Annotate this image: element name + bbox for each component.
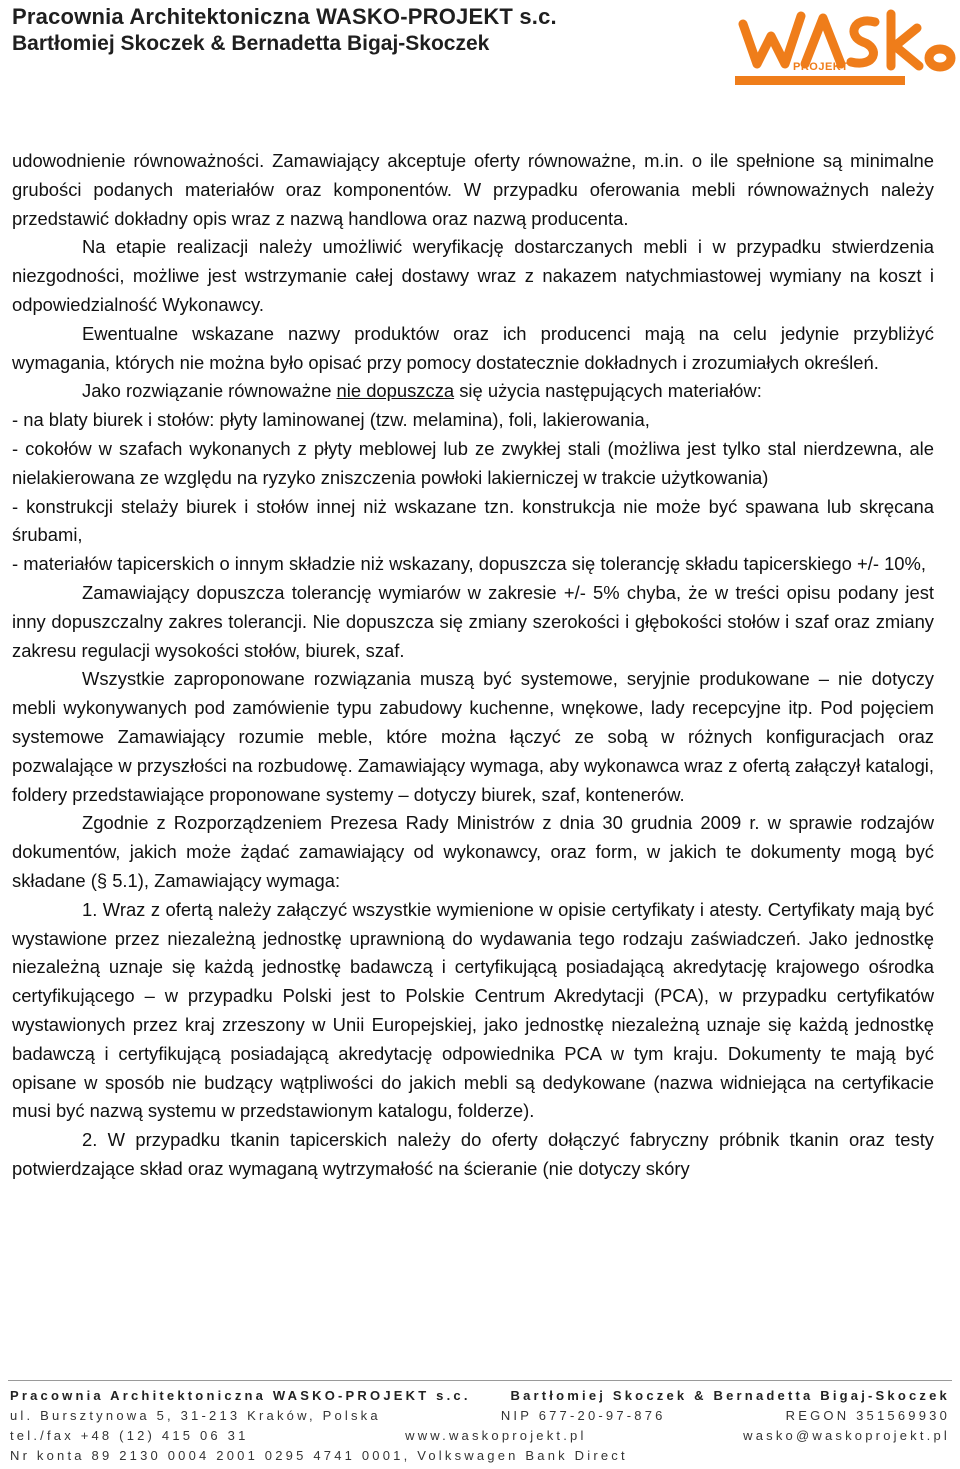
- footer-regon: REGON 351569930: [785, 1408, 950, 1423]
- paragraph: Ewentualne wskazane nazwy produktów oraz ich producenci mają na celu jedynie przybliżyć wymagania, których nie można było opisać przy pomocy dostatecznie dokładnych i zrozumiałych określeń.: [12, 322, 934, 373]
- underlined-text: nie dopuszcza: [336, 380, 455, 402]
- list-item: - cokołów w szafach wykonanych z płyty meblowej lub ze zwykłej stali (możliwa jest tylko stal nierdzewna, ale nielakierowana ze względu na ryzyko zniszczenia powłoki lakierniczej w trakcie użytkowania): [12, 437, 934, 488]
- paragraph: Zgodnie z Rozporządzeniem Prezesa Rady Ministrów z dnia 30 grudnia 2009 r. w sprawie rodzajów dokumentów, jakich może żądać zamawiający od wykonawcy, oraz form, w jakich te dokumenty mogą być składane (§ 5.1), Zamawiający wymaga:: [12, 812, 934, 891]
- footer-phone: tel./fax +48 (12) 415 06 31: [10, 1428, 249, 1443]
- footer-owners: Bartłomiej Skoczek & Bernadetta Bigaj-Skoczek: [510, 1388, 950, 1403]
- wasko-logo: [735, 6, 957, 90]
- firm-owners: Bartłomiej Skoczek & Bernadetta Bigaj-Skoczek: [12, 32, 490, 55]
- footer-nip: NIP 677-20-97-876: [500, 1408, 666, 1423]
- footer-row-contact: [10, 1428, 950, 1443]
- list-item: - na blaty biurek i stołów: płyty laminowanej (tzw. melamina), foli, lakierowania,: [12, 409, 650, 431]
- numbered-paragraph: 1. Wraz z ofertą należy załączyć wszystkie wymienione w opisie certyfikaty i atesty. Certyfikaty mają być wystawione przez niezależną jednostkę uprawnioną do wydawania tego rodzaju zaświadczeń. Jako jednostkę niezależną uznaje się każdą jednostkę badawczą i certyfikującą posiadającą akredytację krajowego ośrodka certyfikującego – w przypadku Polski jest to Polskie Centrum Akredytacji (PCA), w przypadku certyfikatów wystawionych przez kraj zrzeszony w Unii Europejskiej, jako jednostkę niezależną uznaje się każdą jednostkę badawczą i certyfikującą posiadającą akredytację odpowiednika PCA w tym kraju. Dokumenty te mają być opisane w sposób nie budzący wątpliwości do jakich mebli są dedykowane (nazwa widniejąca na certyfikacie musi być nazwą systemu w przedstawionym katalogu, folderze).: [12, 898, 934, 1122]
- footer-address: ul. Bursztynowa 5, 31-213 Kraków, Polska: [10, 1408, 381, 1423]
- footer-row-firm: [10, 1388, 950, 1403]
- paragraph: Zamawiający dopuszcza tolerancję wymiarów w zakresie +/- 5% chyba, że w treści opisu podany jest inny dopuszczalny zakres tolerancji. Nie dopuszcza się zmiany szerokości i głębokości stołów i szaf oraz zmiany zakresu regulacji wysokości stołów, biurek, szaf.: [12, 581, 934, 661]
- footer-divider: [8, 1380, 952, 1381]
- document-body: [12, 147, 934, 1184]
- numbered-paragraph: 2. W przypadku tkanin tapicerskich należy do oferty dołączyć fabryczny próbnik tkanin oraz testy potwierdzające skład oraz wymaganą wytrzymałość na ścieranie (nie dotyczy skóry: [12, 1129, 934, 1179]
- footer-row-bank: [10, 1448, 950, 1463]
- list-item: - konstrukcji stelaży biurek i stołów innej niż wskazane tzn. konstrukcja nie może być spawana lub skręcana śrubami,: [12, 495, 934, 546]
- firm-name: Pracownia Architektoniczna WASKO-PROJEKT s.c.: [12, 4, 557, 29]
- text-run: się użycia następujących materiałów:: [454, 380, 762, 402]
- list-item: - materiałów tapicerskich o innym składzie niż wskazany, dopuszcza się tolerancję składu tapicerskiego +/- 10%,: [12, 553, 926, 575]
- footer-firm-name: Pracownia Architektoniczna WASKO-PROJEKT s.c.: [10, 1388, 471, 1403]
- letterhead-footer: [0, 1380, 960, 1469]
- logo-underline: [735, 76, 905, 85]
- logo-projekt: PROJEKT: [793, 61, 849, 73]
- paragraph: udowodnienie równoważności. Zamawiający akceptuje oferty równoważne, m.in. o ile spełnione są minimalne grubości podanych materiałów oraz komponentów. W przypadku oferowania mebli równoważnych należy przedstawić dokładny opis wraz z nazwą handlowa oraz nazwą producenta.: [12, 150, 934, 229]
- footer-bank-account: Nr konta 89 2130 0004 2001 0295 4741 0001, Volkswagen Bank Direct: [10, 1448, 628, 1463]
- paragraph-excluded-materials: [12, 377, 934, 406]
- paragraph: Wszystkie zaproponowane rozwiązania muszą być systemowe, seryjnie produkowane – nie dotyczy mebli wykonywanych pod zamówienie typu zabudowy kuchenne, wnękowe, lady recepcyjne itp. Pod pojęciem systemowe Zamawiający rozumie meble, które można łączyć ze sobą w różnych konfiguracjach oraz pozwalające w przyszłości na rozbudowę. Zamawiający wymaga, aby wykonawca wraz z ofertą załączył katalogi, foldery przedstawiające proponowane systemy – dotyczy biurek, szaf, kontenerów.: [12, 668, 934, 805]
- footer-website: www.waskoprojekt.pl: [405, 1428, 587, 1443]
- letterhead: [0, 0, 960, 95]
- text-run: Jako rozwiązanie równoważne: [82, 380, 337, 402]
- paragraph: Na etapie realizacji należy umożliwić weryfikację dostarczanych mebli i w przypadku stwierdzenia niezgodności, możliwe jest wstrzymanie całej dostawy wraz z nakazem natychmiastowej wymiany na koszt i odpowiedzialność Wykonawcy.: [12, 236, 934, 315]
- footer-row-address: [10, 1408, 950, 1423]
- footer-email: wasko@waskoprojekt.pl: [743, 1428, 950, 1443]
